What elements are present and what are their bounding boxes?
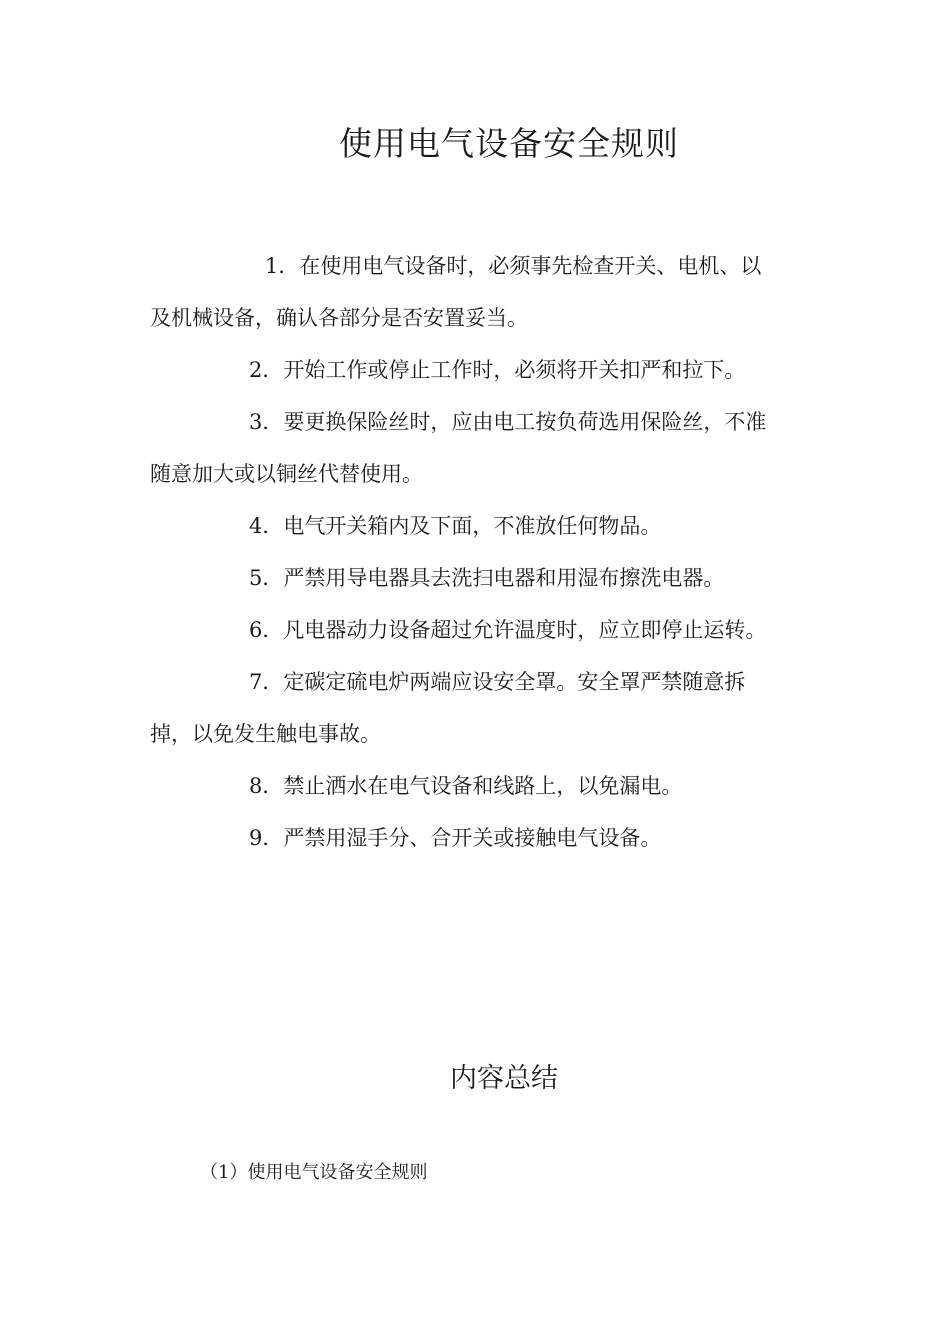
rule-line: 8．禁止洒水在电气设备和线路上，以免漏电。 xyxy=(249,774,683,798)
rule-line: 2．开始工作或停止工作时，必须将开关扣严和拉下。 xyxy=(249,358,746,382)
rules-list xyxy=(150,240,810,864)
rule-line-continuation: 掉，以免发生触电事故。 xyxy=(150,722,381,746)
summary-item: （1）使用电气设备安全规则 xyxy=(200,1162,428,1183)
rule-line: 9．严禁用湿手分、合开关或接触电气设备。 xyxy=(249,826,662,850)
rule-item-5 xyxy=(150,552,810,604)
rule-item-8 xyxy=(150,760,810,812)
summary-title: 内容总结 xyxy=(450,1063,558,1094)
rule-line: 4．电气开关箱内及下面，不准放任何物品。 xyxy=(249,514,662,538)
rule-item-1 xyxy=(150,240,810,344)
rule-item-6 xyxy=(150,604,810,656)
rule-item-9 xyxy=(150,812,810,864)
rule-line-continuation: 随意加大或以铜丝代替使用。 xyxy=(150,462,423,486)
rule-line: 6．凡电器动力设备超过允许温度时，应立即停止运转。 xyxy=(249,618,767,642)
rule-item-4 xyxy=(150,500,810,552)
document-title: 使用电气设备安全规则 xyxy=(339,124,679,163)
rule-line-continuation: 及机械设备，确认各部分是否安置妥当。 xyxy=(150,306,528,330)
rule-line: 5．严禁用导电器具去洗扫电器和用湿布擦洗电器。 xyxy=(249,566,725,590)
rule-line: 7．定碳定硫电炉两端应设安全罩。安全罩严禁随意拆 xyxy=(249,670,746,694)
rule-line: 1．在使用电气设备时，必须事先检查开关、电机、以 xyxy=(265,254,762,278)
rule-item-7 xyxy=(150,656,810,760)
rule-item-2 xyxy=(150,344,810,396)
rule-line: 3．要更换保险丝时，应由电工按负荷选用保险丝，不准 xyxy=(249,410,767,434)
rule-item-3 xyxy=(150,396,810,500)
